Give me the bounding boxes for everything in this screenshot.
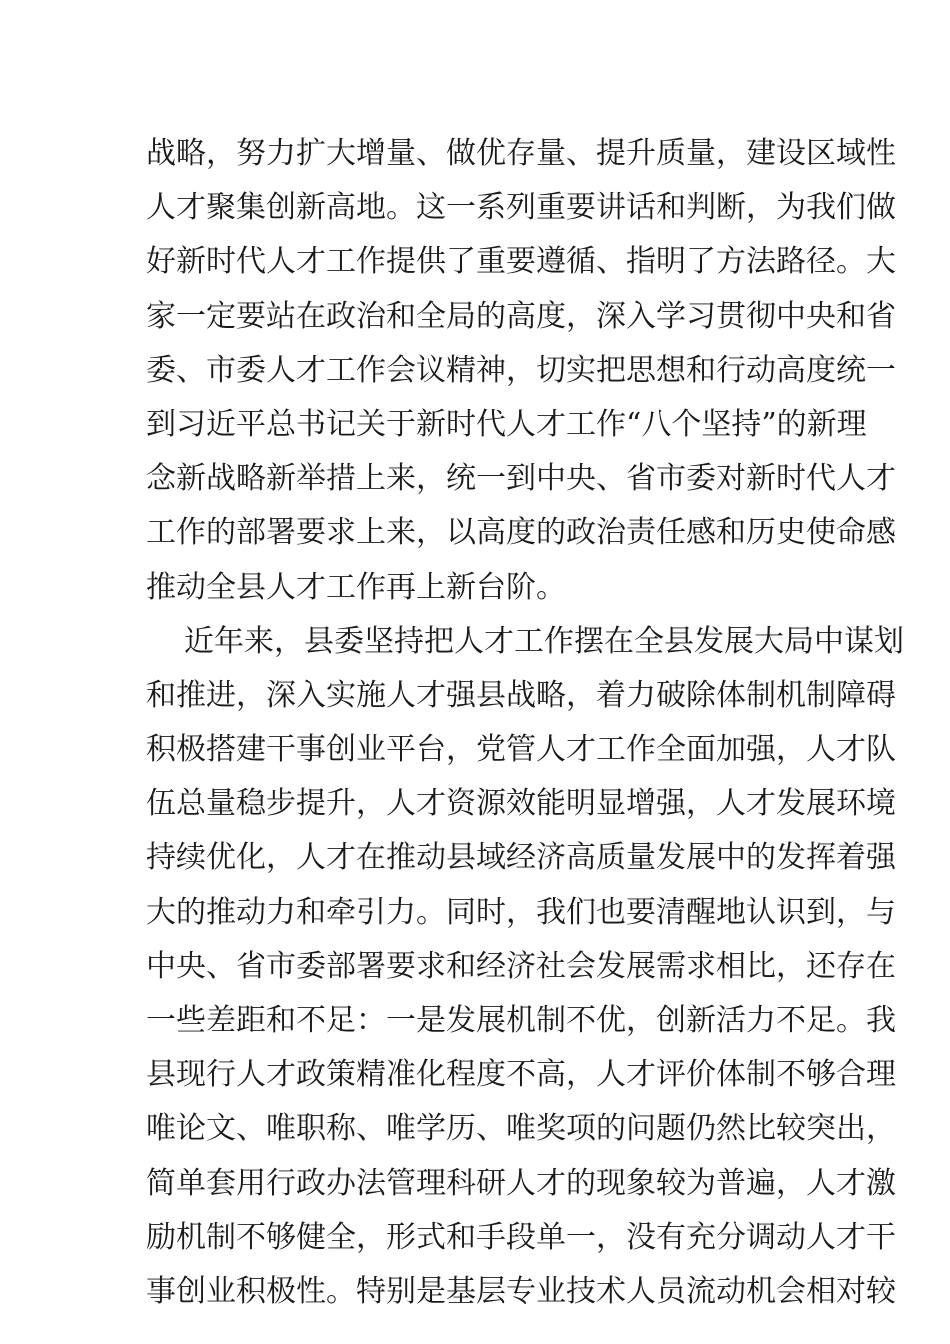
text-line: 伍总量稳步提升，人才资源效能明显增强，人才发展环境 [146,786,896,822]
text-line: 近年来，县委坚持把人才工作摆在全县发展大局中谋划 [184,623,904,659]
text-line: 家一定要站在政治和全局的高度，深入学习贯彻中央和省 [146,298,896,334]
text-line: 战略，努力扩大增量、做优存量、提升质量，建设区域性 [146,136,896,171]
text-line: 积极搭建干事创业平台，党管人才工作全面加强，人才队 [146,732,896,768]
text-line: 工作的部署要求上来，以高度的政治责任感和历史使命感 [146,515,896,551]
text-line: 唯论文、唯职称、唯学历、唯奖项的问题仍然比较突出， [146,1111,896,1147]
text-line: 事创业积极性。特别是基层专业技术人员流动机会相对较 [146,1273,896,1309]
text-line: 励机制不够健全，形式和手段单一，没有充分调动人才干 [146,1219,896,1255]
text-line: 大的推动力和牵引力。同时，我们也要清醒地认识到，与 [146,894,896,930]
text-line: 持续优化，人才在推动县域经济高质量发展中的发挥着强 [146,840,896,876]
text-line: 委、市委人才工作会议精神，切实把思想和行动高度统一 [146,352,896,388]
text-line: 到习近平总书记关于新时代人才工作“八个坚持”的新理 [146,406,867,442]
text-line: 推动全县人才工作再上新台阶。 [146,569,566,605]
text-line: 人才聚集创新高地。这一系列重要讲话和判断，为我们做 [146,190,896,226]
text-line: 好新时代人才工作提供了重要遵循、指明了方法路径。大 [146,244,896,280]
text-line: 简单套用行政办法管理科研人才的现象较为普遍，人才激 [146,1165,896,1201]
text-line: 县现行人才政策精准化程度不高，人才评价体制不够合理 [146,1057,896,1093]
text-line: 中央、省市委部署要求和经济社会发展需求相比，还存在 [146,948,896,984]
text-line: 和推进，深入实施人才强县战略，着力破除体制机制障碍 [146,677,896,713]
text-line: 念新战略新举措上来，统一到中央、省市委对新时代人才 [146,461,896,497]
body-text [146,127,904,1319]
text-line: 一些差距和不足：一是发展机制不优，创新活力不足。我 [146,1003,896,1038]
